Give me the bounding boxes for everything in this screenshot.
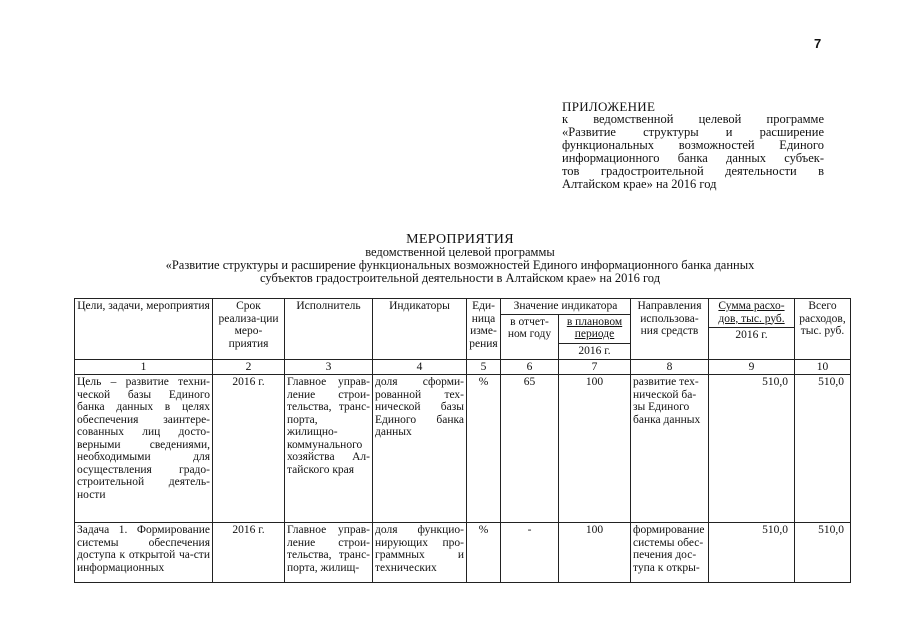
appendix-title: ПРИЛОЖЕНИЕ: [562, 99, 656, 114]
row-goal: Цель – развитие техни-ческой базы Единого банка данных в целях обеспечения заинтере-сованных лиц досто-верными сведениями, необходимыми для осуществления градо-строительной деятель-ности: [75, 375, 213, 523]
column-number: 3: [285, 359, 373, 375]
appendix-line: «Развитие структуры и расширение: [562, 125, 824, 139]
row-executor: Главное управ-ление строи-тельства, транс-порта, жилищ-: [285, 523, 373, 583]
row-total: 510,0: [795, 523, 851, 583]
header-directions: Направления использова-ния средств: [631, 299, 709, 360]
row-direction: развитие тех-нической ба-зы Единого банка данных: [631, 375, 709, 523]
row-term: 2016 г.: [213, 523, 285, 583]
row-planned-value: 100: [559, 523, 631, 583]
heading-title: МЕРОПРИЯТИЯ: [406, 232, 514, 247]
header-amount: Сумма расхо-дов, тыс. руб.: [718, 300, 785, 325]
column-number: 2: [213, 359, 285, 375]
header-term: Срок реализа-ции меро-приятия: [213, 299, 285, 360]
row-unit: %: [467, 375, 501, 523]
header-indicators: Индикаторы: [373, 299, 467, 360]
row-reporting-value: -: [501, 523, 559, 583]
row-term: 2016 г.: [213, 375, 285, 523]
measures-table: [74, 298, 851, 583]
appendix-line: функциональных возможностей Единого: [562, 138, 824, 152]
row-indicator: доля функцио-нирующих про-граммных и технических: [373, 523, 467, 583]
heading-line: «Развитие структуры и расширение функциональных возможностей Единого информационного банка данных: [165, 258, 755, 272]
header-amount-cell: [709, 299, 795, 360]
header-executor: Исполнитель: [285, 299, 373, 360]
row-amount: 510,0: [709, 523, 795, 583]
document-heading: [110, 233, 810, 285]
row-unit: %: [467, 523, 501, 583]
header-planned-year: 2016 г.: [559, 343, 630, 358]
table-row: [75, 375, 851, 523]
column-number-row: [75, 359, 851, 375]
heading-line: субъектов градостроительной деятельности в Алтайском крае» на 2016 год: [259, 271, 661, 285]
header-planned-cell: [559, 314, 631, 359]
header-unit: Еди-ница изме-рения: [467, 299, 501, 360]
header-indicator-value: Значение индикатора: [501, 299, 631, 315]
column-number: 4: [373, 359, 467, 375]
column-number: 10: [795, 359, 851, 375]
row-goal: Задача 1. Формирование системы обеспечения доступа к открытой ча-сти информационных: [75, 523, 213, 583]
row-executor: Главное управ-ление строи-тельства, транс-порта, жилищно-коммунального хозяйства Ал-тайского края: [285, 375, 373, 523]
column-number: 5: [467, 359, 501, 375]
header-reporting-year: в отчет-ном году: [501, 314, 559, 359]
row-planned-value: 100: [559, 375, 631, 523]
row-indicator: доля сформи-рованной тех-нической базы Единого банка данных: [373, 375, 467, 523]
header-goals: Цели, задачи, мероприятия: [75, 299, 213, 360]
table-row: [75, 523, 851, 583]
row-amount: 510,0: [709, 375, 795, 523]
appendix-line: Алтайском крае» на 2016 год: [562, 177, 717, 191]
appendix-block: [562, 100, 824, 191]
header-amount-year: 2016 г.: [709, 327, 794, 342]
column-number: 7: [559, 359, 631, 375]
column-number: 1: [75, 359, 213, 375]
row-total: 510,0: [795, 375, 851, 523]
column-number: 6: [501, 359, 559, 375]
appendix-line: информационного банка данных субъек-: [562, 151, 824, 165]
row-reporting-value: 65: [501, 375, 559, 523]
table-header-row: [75, 299, 851, 315]
appendix-line: к ведомственной целевой программе: [562, 112, 824, 126]
row-direction: формирование системы обес-печения дос-тупа к откры-: [631, 523, 709, 583]
appendix-line: тов градостроительной деятельности в: [562, 164, 824, 178]
header-total: Всего расходов, тыс. руб.: [795, 299, 851, 360]
column-number: 9: [709, 359, 795, 375]
column-number: 8: [631, 359, 709, 375]
heading-line: ведомственной целевой программы: [365, 245, 555, 259]
header-planned-period: в плановом периоде: [566, 315, 623, 340]
page-number: 7: [814, 36, 822, 51]
